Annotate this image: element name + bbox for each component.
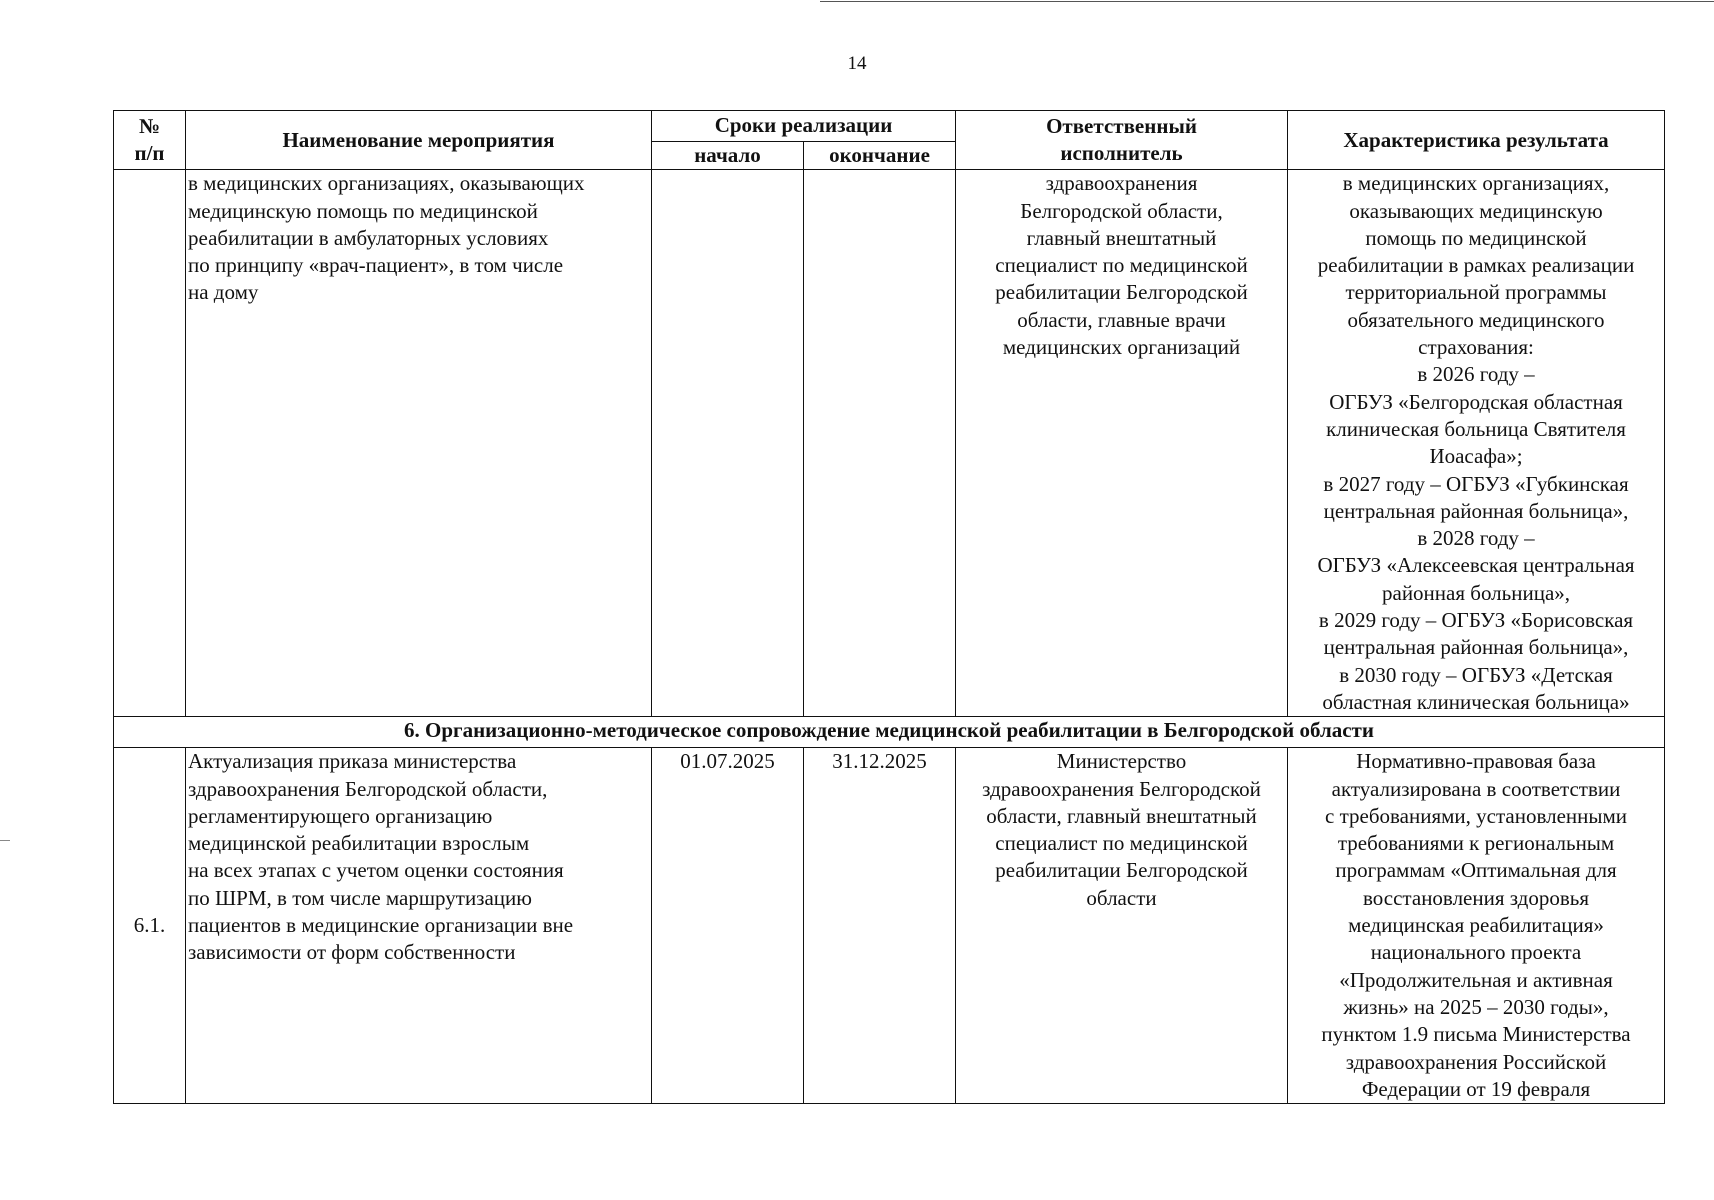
activities-table — [113, 110, 1665, 1104]
table-row — [114, 748, 1665, 1104]
row-end-date — [804, 170, 956, 717]
header-period: Сроки реализации — [652, 111, 956, 142]
margin-mark — [0, 840, 10, 841]
page-number: 14 — [847, 53, 867, 74]
table-row — [114, 170, 1665, 717]
row-activity-name: в медицинских организациях, оказывающих медицинскую помощь по медицинской реабилитации в амбулаторных условиях по принципу «врач-пациент», в том числе на дому — [186, 170, 652, 717]
row-responsible: Министерство здравоохранения Белгородской области, главный внештатный специалист по медицинской реабилитации Белгородской области — [956, 748, 1288, 1104]
row-number: 6.1. — [114, 748, 186, 1104]
table-header-row — [114, 111, 1665, 142]
header-result: Характеристика результата — [1288, 111, 1665, 170]
header-responsible: Ответственный исполнитель — [956, 111, 1288, 170]
row-result: в медицинских организациях, оказывающих медицинскую помощь по медицинской реабилитации в рамках реализации территориальной программы обязательного медицинского страхования: в 2026 году – ОГБУЗ «Белгородская областная клиническая больница Святителя Иоасафа»; в 2027 году – ОГБУЗ «Губкинская центральная районная больница», в 2028 году – ОГБУЗ «Алексеевская центральная районная больница», в 2029 году – ОГБУЗ «Борисовская центральная районная больница», в 2030 году – ОГБУЗ «Детская областная клиническая больница» — [1288, 170, 1665, 717]
row-result: Нормативно-правовая база актуализирована в соответствии с требованиями, установленными требованиями к региональным программам «Оптимальная для восстановления здоровья медицинская реабилитация» национального проекта «Продолжительная и активная жизнь» на 2025 – 2030 годы», пунктом 1.9 письма Министерства здравоохранения Российской Федерации от 19 февраля — [1288, 748, 1665, 1104]
top-scan-line — [820, 1, 1714, 2]
header-start: начало — [652, 142, 804, 170]
row-number — [114, 170, 186, 717]
header-end: окончание — [804, 142, 956, 170]
row-responsible: здравоохранения Белгородской области, главный внештатный специалист по медицинской реабилитации Белгородской области, главные врачи медицинских организаций — [956, 170, 1288, 717]
row-end-date: 31.12.2025 — [804, 748, 956, 1104]
row-start-date — [652, 170, 804, 717]
header-number: № п/п — [114, 111, 186, 170]
row-activity-name: Актуализация приказа министерства здравоохранения Белгородской области, регламентирующего организацию медицинской реабилитации взрослым на всех этапах с учетом оценки состояния по ШРМ, в том числе маршрутизацию пациентов в медицинские организации вне зависимости от форм собственности — [186, 748, 652, 1104]
row-start-date: 01.07.2025 — [652, 748, 804, 1104]
section-heading-row — [114, 717, 1665, 748]
section-title: 6. Организационно-методическое сопровождение медицинской реабилитации в Белгородской области — [114, 717, 1665, 748]
header-activity-name: Наименование мероприятия — [186, 111, 652, 170]
